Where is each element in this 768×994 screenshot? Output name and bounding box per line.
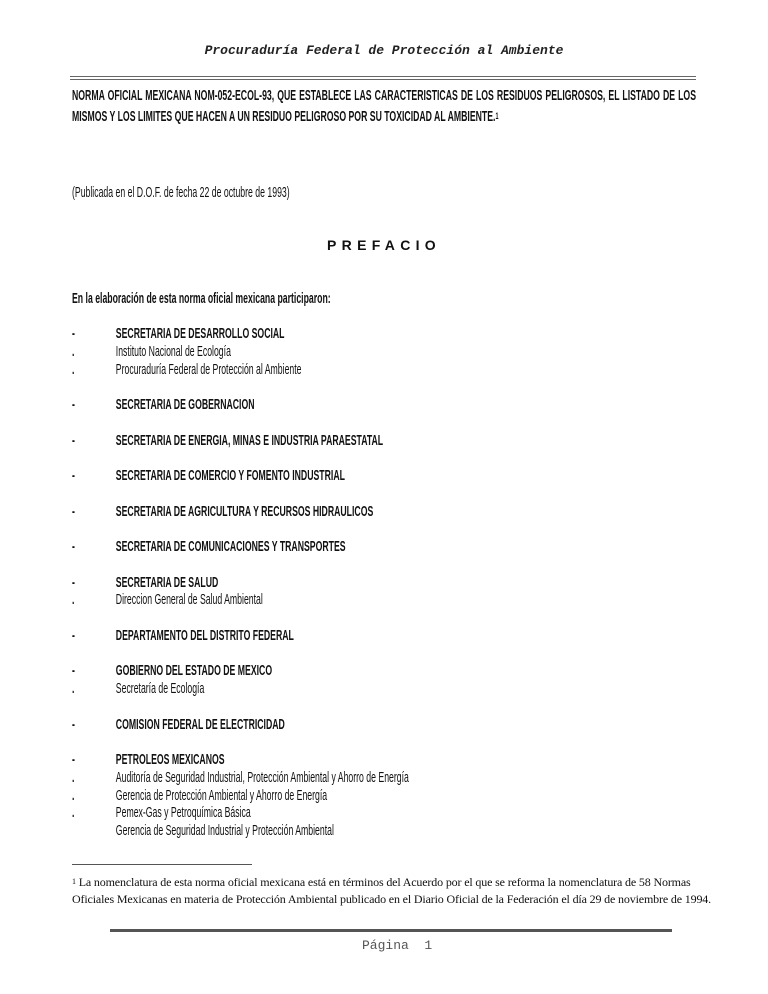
participant-group: [72, 752, 696, 841]
participant-group: [72, 717, 696, 735]
list-item: [72, 788, 696, 806]
list-marker: -: [72, 397, 75, 413]
list-marker: .: [72, 805, 75, 822]
page-number: [362, 938, 432, 953]
list-marker: -: [72, 716, 75, 733]
participant-name: SECRETARIA DE AGRICULTURA Y RECURSOS HIDRAULICOS: [115, 503, 374, 520]
list-marker: .: [72, 769, 75, 786]
list-marker: .: [72, 787, 75, 804]
list-item: [72, 823, 696, 841]
participant-group: [72, 628, 696, 646]
participant-group: [72, 433, 696, 451]
list-item: [72, 592, 696, 610]
list-item: [72, 504, 696, 522]
participant-group: [72, 575, 696, 611]
document-title: [72, 86, 696, 128]
list-item: [72, 326, 696, 344]
list-marker: [72, 823, 116, 841]
running-header: Procuraduría Federal de Protección al Ambiente: [204, 43, 564, 58]
participant-sub: Secretaría de Ecología: [115, 681, 205, 697]
list-item: [72, 468, 696, 486]
list-marker: -: [72, 539, 75, 555]
participant-group: [72, 326, 696, 379]
header-double-rule: [70, 76, 696, 80]
participant-name: SECRETARIA DE COMERCIO Y FOMENTO INDUSTRIAL: [115, 468, 345, 484]
list-marker: .: [72, 681, 75, 697]
list-item: [72, 717, 696, 735]
list-item: [72, 663, 696, 681]
participant-group: [72, 397, 696, 415]
participant-name: SECRETARIA DE COMUNICACIONES Y TRANSPORTES: [115, 539, 346, 555]
list-marker: -: [72, 468, 75, 484]
list-item: [72, 575, 696, 593]
participant-sub: Procuraduría Federal de Protección al Ambiente: [115, 361, 302, 378]
participant-sub: Direccion General de Salud Ambiental: [115, 592, 263, 609]
page-number-value: 1: [424, 938, 433, 953]
list-item: [72, 539, 696, 557]
title-text: NORMA OFICIAL MEXICANA NOM-052-ECOL-93, QUE ESTABLECE LAS CARACTERISTICAS DE LOS RESIDUOS PELIGROSOS, EL LISTADO DE LOS MISMOS Y LOS LIMITES QUE HACEN A UN RESIDUO PELIGROSO POR SU TOXICIDAD AL AMBIENTE.: [72, 88, 696, 125]
footnote-number: 1: [72, 877, 76, 886]
list-marker: -: [72, 752, 75, 768]
participant-name: GOBIERNO DEL ESTADO DE MEXICO: [115, 663, 273, 680]
participant-name: DEPARTAMENTO DEL DISTRITO FEDERAL: [115, 627, 294, 644]
footnote-text: La nomenclatura de esta norma oficial mexicana está en términos del Acuerdo por el que se reforma la nomenclatura de 58 Normas Oficiales Mexicanas en materia de Protección Ambiental publicado en el Diario Oficial de la Federación el día 29 de noviembre de 1994.: [72, 875, 711, 906]
footnote: [72, 874, 712, 907]
list-item: [72, 681, 696, 699]
list-item: [72, 805, 696, 823]
page-label: Página: [362, 938, 409, 953]
list-item: [72, 628, 696, 646]
list-item: [72, 433, 696, 451]
participant-group: [72, 539, 696, 557]
list-marker: -: [72, 432, 75, 449]
footer-rule: [110, 929, 672, 932]
participant-sub: Gerencia de Protección Ambiental y Ahorro de Energía: [115, 787, 328, 804]
list-item: [72, 752, 696, 770]
footnote-separator: [72, 864, 252, 865]
list-item: [72, 362, 696, 380]
participant-sub: Pemex-Gas y Petroquímica Básica: [115, 805, 251, 822]
list-marker: .: [72, 343, 75, 360]
publication-note: (Publicada en el D.O.F. de fecha 22 de octubre de 1993): [72, 185, 290, 201]
list-marker: .: [72, 592, 75, 609]
list-marker: .: [72, 361, 75, 378]
participant-group: [72, 504, 696, 522]
participant-name: COMISION FEDERAL DE ELECTRICIDAD: [115, 716, 285, 733]
participant-sub: Auditoría de Seguridad Industrial, Protección Ambiental y Ahorro de Energía: [115, 769, 409, 786]
intro-text: En la elaboración de esta norma oficial mexicana participaron:: [72, 291, 331, 307]
list-item: [72, 344, 696, 362]
participants-list: [72, 326, 696, 859]
footnote-ref[interactable]: 1: [495, 110, 499, 121]
participant-sub: Instituto Nacional de Ecología: [115, 343, 231, 360]
list-marker: -: [72, 503, 75, 520]
participant-group: [72, 468, 696, 486]
participant-group: [72, 663, 696, 699]
participant-name: SECRETARIA DE SALUD: [115, 574, 219, 591]
list-item: [72, 397, 696, 415]
participant-name: SECRETARIA DE DESARROLLO SOCIAL: [115, 326, 285, 342]
list-marker: -: [72, 574, 75, 591]
participant-name: SECRETARIA DE GOBERNACION: [115, 397, 255, 413]
participant-name: SECRETARIA DE ENERGIA, MINAS E INDUSTRIA PARAESTATAL: [115, 432, 384, 449]
participant-sub: Gerencia de Seguridad Industrial y Protección Ambiental: [115, 823, 334, 839]
list-marker: -: [72, 663, 75, 680]
list-marker: -: [72, 627, 75, 644]
list-item: [72, 770, 696, 788]
participant-name: PETROLEOS MEXICANOS: [115, 752, 225, 768]
section-heading: PREFACIO: [327, 237, 441, 253]
list-marker: -: [72, 326, 75, 342]
